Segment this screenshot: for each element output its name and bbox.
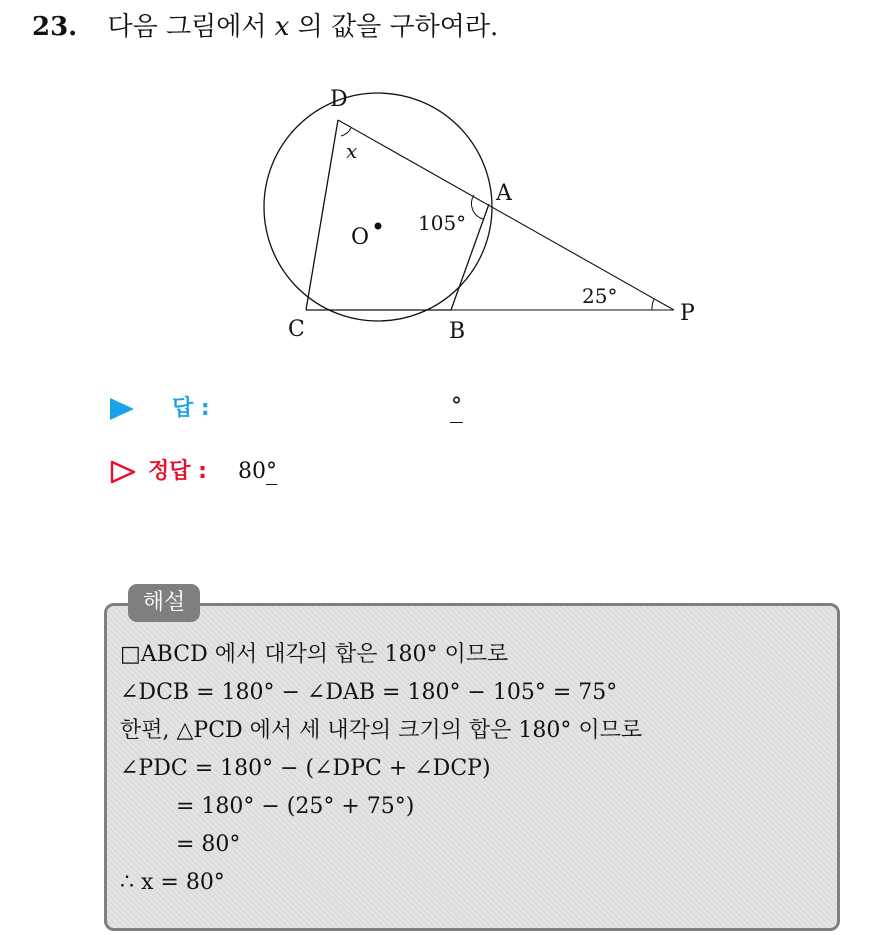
question — [32, 10, 498, 44]
correct-answer-unit: ° — [266, 459, 277, 484]
solution-line: ∠PDC = 180° − (∠DPC + ∠DCP) — [120, 756, 491, 781]
figure-svg — [250, 80, 710, 350]
answer-row — [110, 392, 510, 426]
play-triangle-icon — [110, 398, 134, 420]
solution-line: = 180° − (25° + 75°) — [120, 794, 415, 819]
center-dot — [375, 223, 382, 230]
angle-p-label: 25° — [582, 284, 618, 308]
segment-dc — [306, 120, 338, 310]
correct-answer-row — [110, 454, 510, 490]
outline-triangle-icon — [110, 460, 136, 484]
label-d: D — [330, 87, 348, 112]
label-a: A — [496, 181, 512, 206]
correct-answer-value — [238, 456, 277, 488]
geometry-figure — [250, 80, 710, 350]
correct-answer-number: 80 — [238, 459, 266, 484]
angle-x-arc — [341, 128, 351, 136]
solution-line: = 80° — [120, 832, 241, 857]
correct-answer-label: 정답 : — [148, 459, 207, 484]
question-variable: x — [274, 12, 290, 42]
angle-x-label: x — [346, 139, 358, 163]
label-o: O — [351, 225, 370, 250]
label-p: P — [680, 301, 695, 326]
label-b: B — [449, 319, 466, 344]
question-number: 23. — [32, 12, 78, 42]
angle-p-arc — [652, 299, 654, 310]
solution-lines — [120, 636, 642, 902]
solution-line: □ABCD 에서 대각의 합은 180° 이므로 — [120, 642, 509, 667]
label-c: C — [288, 317, 305, 342]
solution-line: ∠DCB = 180° − ∠DAB = 180° − 105° = 75° — [120, 680, 618, 705]
answer-blank-field[interactable]: ° — [450, 392, 463, 423]
question-text-after: 의 값을 구하여라. — [289, 12, 499, 42]
question-text — [108, 12, 499, 42]
circle-o — [264, 93, 492, 321]
solution-line: 한편, △PCD 에서 세 내각의 크기의 합은 180° 이므로 — [120, 718, 643, 743]
angle-a-label: 105° — [418, 211, 467, 235]
solution-tag: 해설 — [128, 584, 200, 622]
question-text-before: 다음 그림에서 — [107, 12, 275, 42]
segment-dp — [338, 120, 674, 310]
solution-line: ∴ x = 80° — [120, 870, 225, 895]
answer-label: 답 : — [172, 396, 210, 421]
